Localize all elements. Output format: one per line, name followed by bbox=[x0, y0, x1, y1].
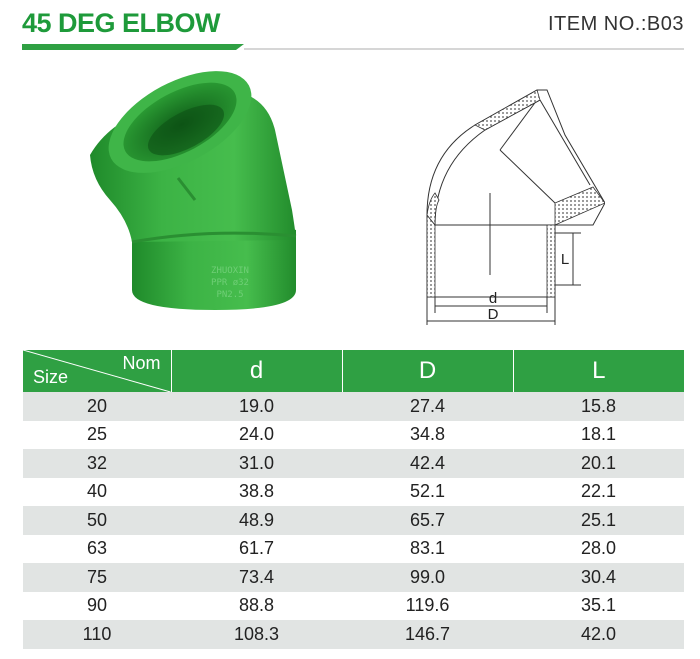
title-underline-accent bbox=[22, 44, 236, 50]
cell-L: 28.0 bbox=[513, 535, 684, 564]
title-underline-accent-tip bbox=[236, 44, 244, 50]
table-row bbox=[23, 392, 684, 421]
emboss-line-2: PPR ø32 bbox=[211, 278, 249, 288]
cell-size: 110 bbox=[23, 620, 171, 649]
cell-size: 20 bbox=[23, 392, 171, 421]
nom-label: Nom bbox=[122, 353, 161, 373]
hatched-wall-left bbox=[427, 215, 435, 297]
cell-D: 83.1 bbox=[342, 535, 513, 564]
table-row bbox=[23, 449, 684, 478]
cell-D: 27.4 bbox=[342, 392, 513, 421]
cell-D: 99.0 bbox=[342, 563, 513, 592]
page-header bbox=[0, 0, 700, 60]
cell-D: 65.7 bbox=[342, 506, 513, 535]
dimension-table bbox=[23, 350, 684, 649]
cell-d: 24.0 bbox=[171, 421, 342, 450]
hatched-wall-upper bbox=[475, 90, 540, 130]
cell-d: 48.9 bbox=[171, 506, 342, 535]
table-row bbox=[23, 506, 684, 535]
table-row bbox=[23, 592, 684, 621]
product-title: 45 DEG ELBOW bbox=[22, 8, 221, 38]
cell-L: 18.1 bbox=[513, 421, 684, 450]
cell-size: 25 bbox=[23, 421, 171, 450]
column-header-d: d bbox=[171, 350, 342, 392]
item-number: ITEM NO.:B03 bbox=[547, 13, 684, 35]
cell-D: 42.4 bbox=[342, 449, 513, 478]
dim-label-L: L bbox=[560, 251, 570, 268]
cell-d: 38.8 bbox=[171, 478, 342, 507]
cell-D: 34.8 bbox=[342, 421, 513, 450]
table-header-row bbox=[23, 350, 684, 392]
cell-L: 22.1 bbox=[513, 478, 684, 507]
cell-size: 50 bbox=[23, 506, 171, 535]
table-row bbox=[23, 478, 684, 507]
cell-d: 61.7 bbox=[171, 535, 342, 564]
column-header-L: L bbox=[513, 350, 684, 392]
cell-D: 146.7 bbox=[342, 620, 513, 649]
title-underline-rule bbox=[244, 48, 684, 50]
cell-size: 32 bbox=[23, 449, 171, 478]
hatched-wall-right bbox=[555, 187, 605, 225]
cell-d: 19.0 bbox=[171, 392, 342, 421]
table-row bbox=[23, 535, 684, 564]
dim-label-d: d bbox=[488, 290, 498, 307]
table-row bbox=[23, 620, 684, 649]
size-label: Size bbox=[33, 367, 69, 387]
cell-size: 75 bbox=[23, 563, 171, 592]
emboss-line-3: PN2.5 bbox=[216, 290, 244, 300]
embossed-marking bbox=[211, 266, 249, 300]
cell-L: 15.8 bbox=[513, 392, 684, 421]
cell-L: 20.1 bbox=[513, 449, 684, 478]
column-header-D: D bbox=[342, 350, 513, 392]
size-nom-corner bbox=[23, 350, 171, 392]
product-photo bbox=[70, 60, 330, 320]
cell-D: 52.1 bbox=[342, 478, 513, 507]
cell-L: 25.1 bbox=[513, 506, 684, 535]
technical-drawing bbox=[405, 75, 605, 335]
table-row bbox=[23, 421, 684, 450]
cell-d: 31.0 bbox=[171, 449, 342, 478]
cell-size: 63 bbox=[23, 535, 171, 564]
cell-d: 73.4 bbox=[171, 563, 342, 592]
emboss-line-1: ZHUOXIN bbox=[211, 266, 249, 276]
cell-L: 42.0 bbox=[513, 620, 684, 649]
cell-L: 30.4 bbox=[513, 563, 684, 592]
cell-d: 88.8 bbox=[171, 592, 342, 621]
table-row bbox=[23, 563, 684, 592]
cell-L: 35.1 bbox=[513, 592, 684, 621]
cell-size: 40 bbox=[23, 478, 171, 507]
hatched-wall-lower-right bbox=[547, 225, 555, 297]
dim-label-D: D bbox=[487, 306, 499, 323]
cell-size: 90 bbox=[23, 592, 171, 621]
cell-D: 119.6 bbox=[342, 592, 513, 621]
cell-d: 108.3 bbox=[171, 620, 342, 649]
